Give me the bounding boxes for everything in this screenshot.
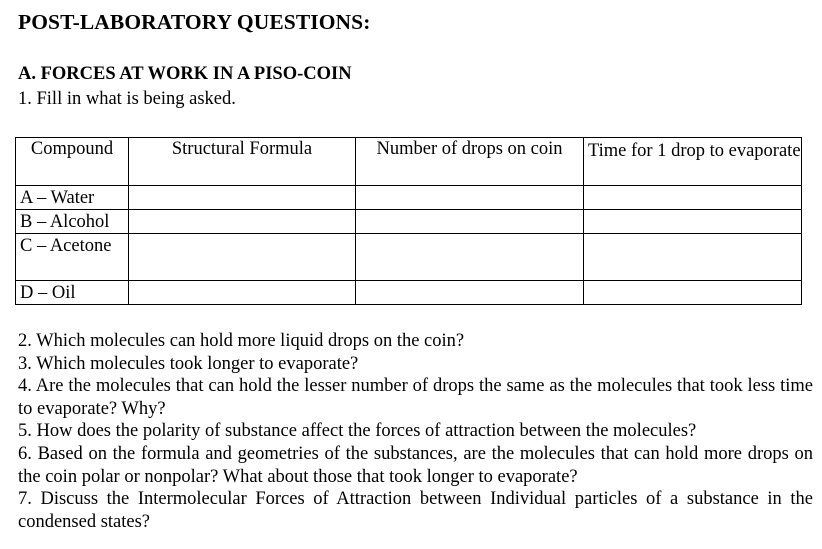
compound-cell: C – Acetone (16, 234, 129, 281)
question-item: 4. Are the molecules that can hold the lesser number of drops the same as the molecules that took less time to evaporate? Why? (18, 376, 813, 419)
evaporation-time-cell[interactable] (584, 210, 802, 234)
drops-on-coin-cell[interactable] (356, 210, 584, 234)
structural-formula-cell[interactable] (129, 281, 356, 305)
structural-formula-cell[interactable] (129, 210, 356, 234)
question-list (18, 330, 813, 533)
table-row (16, 210, 802, 234)
table-row (16, 234, 802, 281)
compound-cell: D – Oil (16, 281, 129, 305)
header-evaporation-time: Time for 1 drop to evaporate (584, 138, 802, 186)
table-row (16, 281, 802, 305)
header-drops-on-coin: Number of drops on coin (356, 138, 584, 186)
instruction-text: 1. Fill in what is being asked. (18, 89, 236, 109)
page-title: POST-LABORATORY QUESTIONS: (18, 10, 371, 34)
header-compound: Compound (16, 138, 129, 186)
question-item: 5. How does the polarity of substance affect the forces of attraction between the molecules? (18, 421, 697, 442)
question-item: 7. Discuss the Intermolecular Forces of Attraction between Individual particles of a substance in the condensed states? (18, 489, 813, 532)
table-row (16, 186, 802, 210)
drops-on-coin-cell[interactable] (356, 186, 584, 210)
drops-on-coin-cell[interactable] (356, 234, 584, 281)
question-item: 2. Which molecules can hold more liquid drops on the coin? (18, 331, 465, 351)
section-heading: A. FORCES AT WORK IN A PISO-COIN (18, 64, 352, 84)
compound-table (15, 137, 802, 305)
compound-cell: A – Water (16, 186, 129, 210)
evaporation-time-cell[interactable] (584, 186, 802, 210)
structural-formula-cell[interactable] (129, 234, 356, 281)
evaporation-time-cell[interactable] (584, 234, 802, 281)
header-structural-formula: Structural Formula (129, 138, 356, 186)
evaporation-time-cell[interactable] (584, 281, 802, 305)
question-item: 6. Based on the formula and geometries of the substances, are the molecules that can hold more drops on the coin polar or nonpolar? What about those that took longer to evaporate? (18, 443, 813, 487)
table-header-row (16, 138, 802, 186)
compound-cell: B – Alcohol (16, 210, 129, 234)
question-item: 3. Which molecules took longer to evaporate? (18, 353, 359, 374)
structural-formula-cell[interactable] (129, 186, 356, 210)
drops-on-coin-cell[interactable] (356, 281, 584, 305)
